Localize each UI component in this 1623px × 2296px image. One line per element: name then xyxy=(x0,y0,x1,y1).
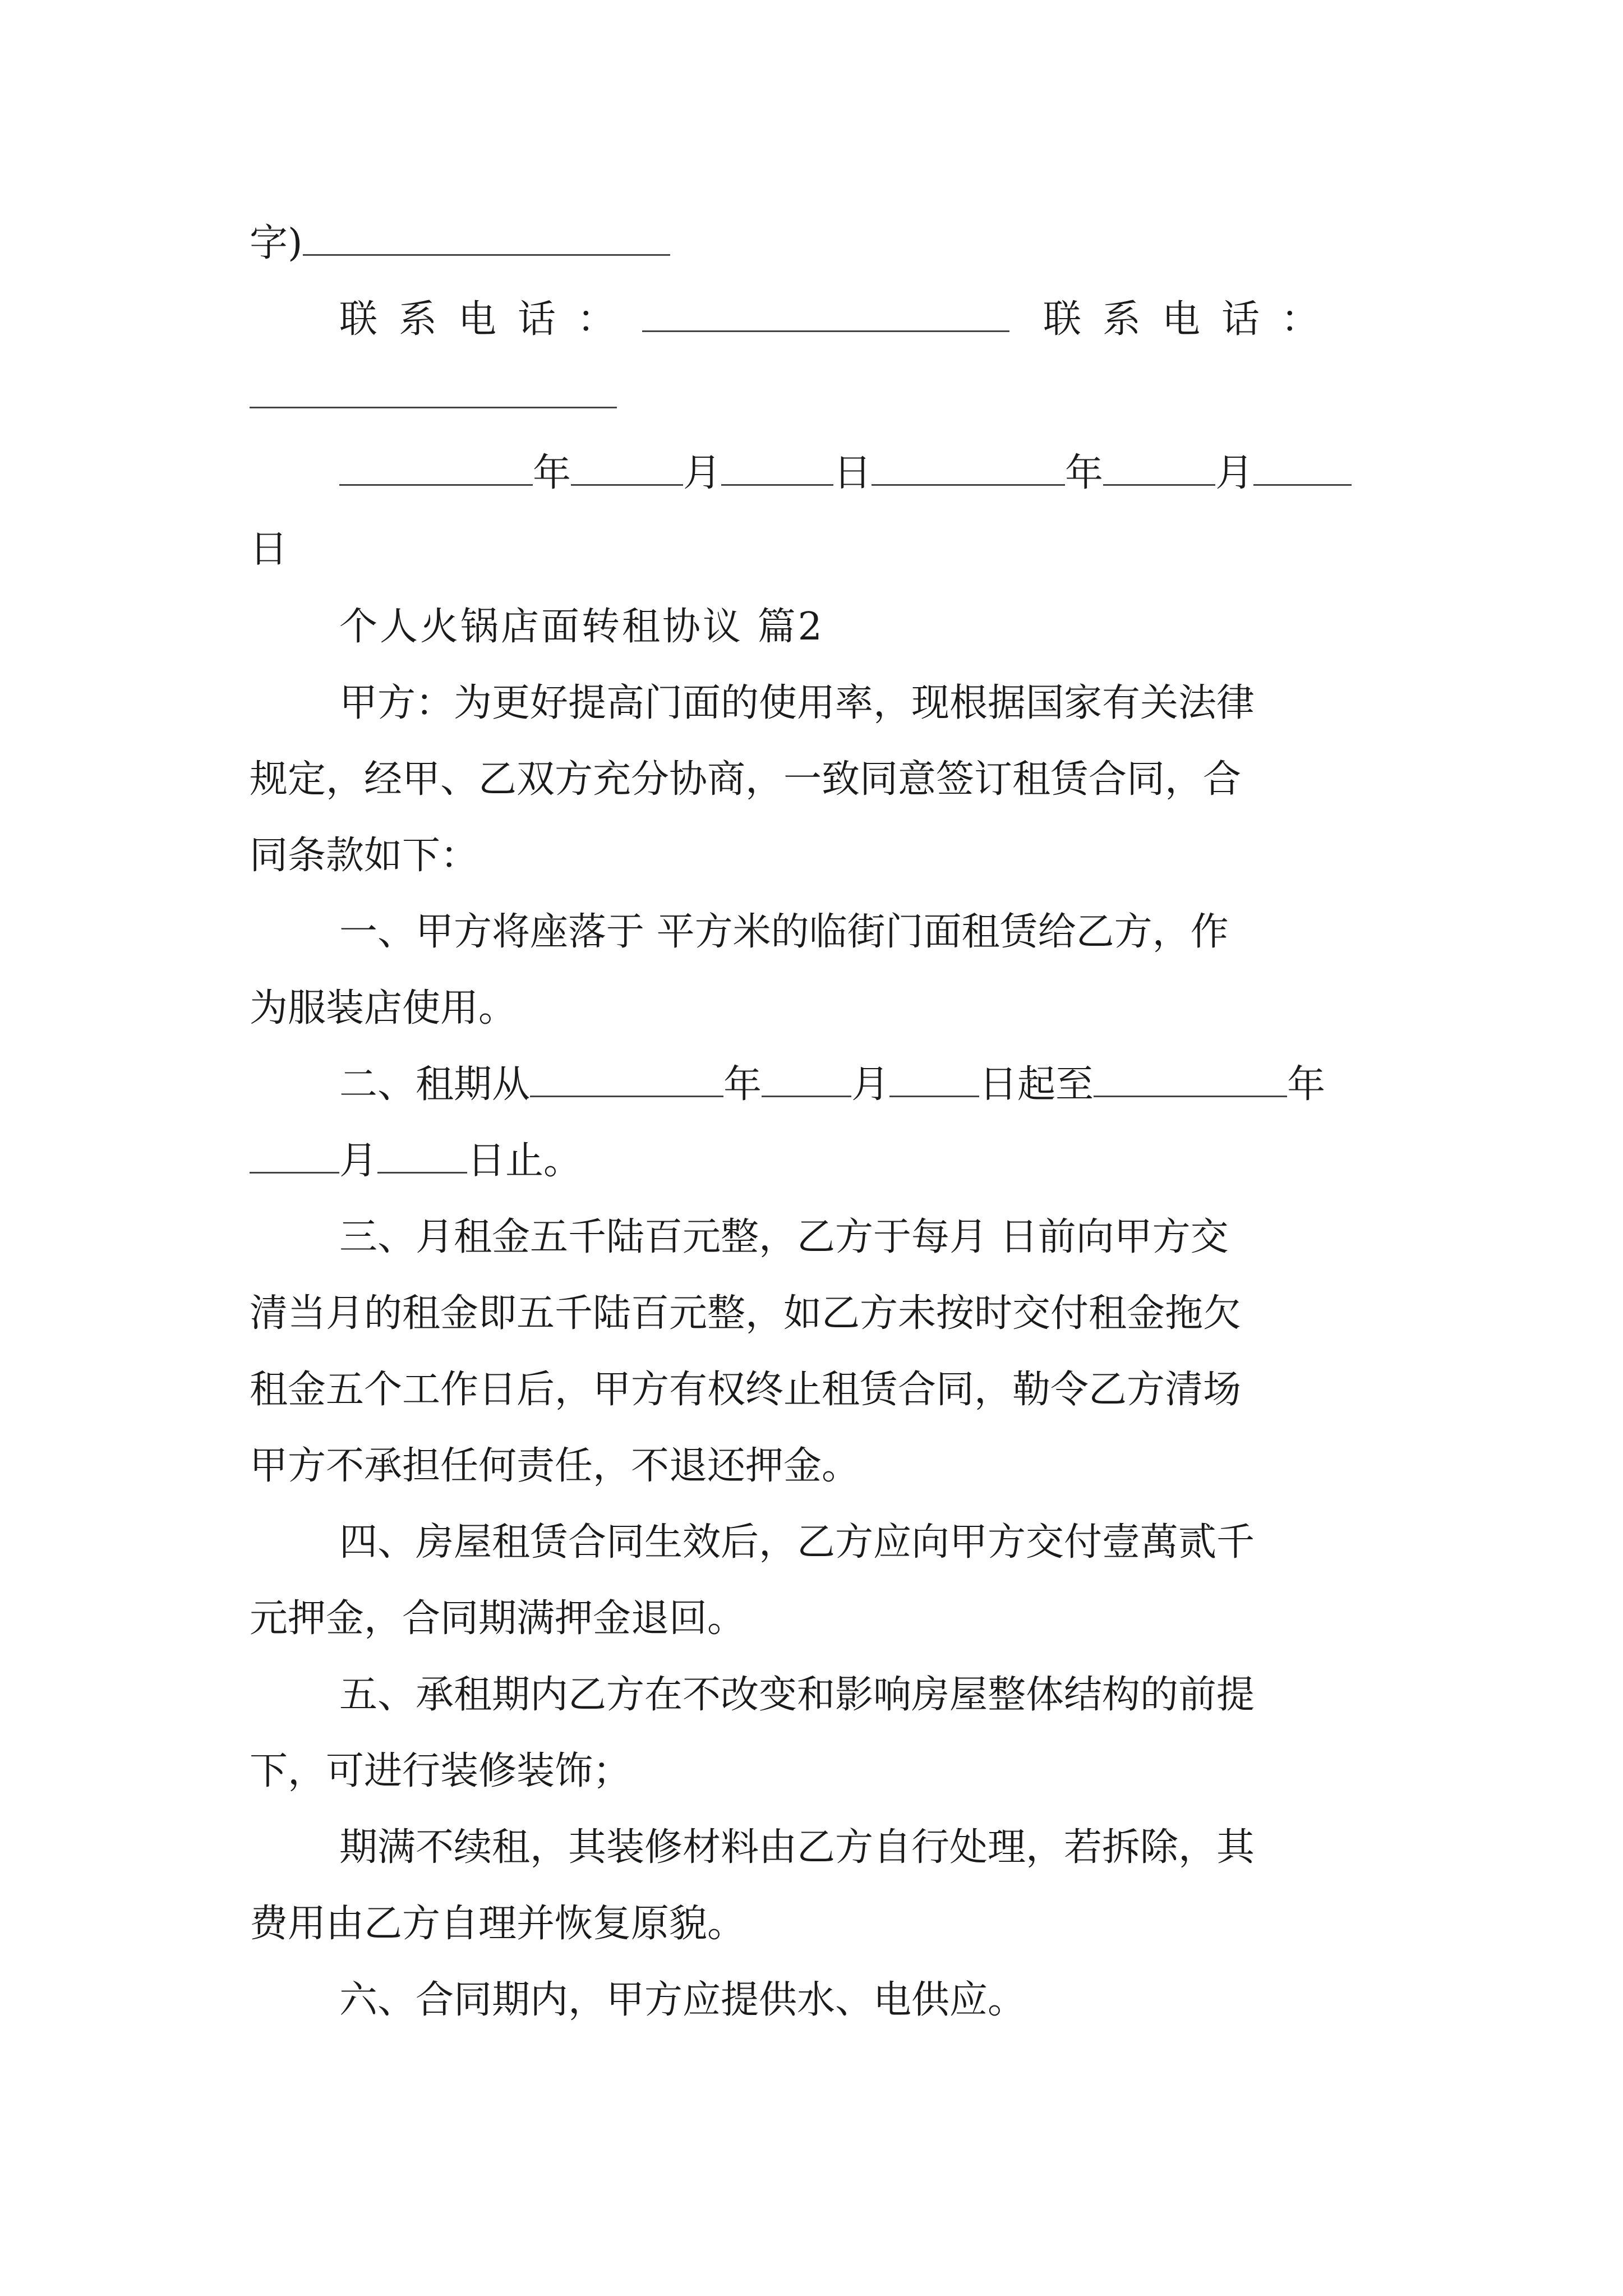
year-blank-a xyxy=(339,445,533,486)
phone-blank-line xyxy=(250,358,1388,434)
paragraph-1-line-1: 甲方：为更好提高门面的使用率，现根据国家有关法律 xyxy=(339,681,1255,725)
lease-start-year-blank xyxy=(530,1056,723,1097)
lease-start-month-label: 月 xyxy=(851,1062,890,1107)
year-label-a: 年 xyxy=(533,451,571,495)
month-blank-a xyxy=(571,445,683,486)
phone-line xyxy=(250,282,1388,358)
lease-start-day-label: 日起至 xyxy=(979,1062,1094,1107)
lease-end-month-label: 月 xyxy=(339,1139,378,1183)
lease-start-year-label: 年 xyxy=(723,1062,762,1107)
clause-5-cont-line-1: 期满不续租，其装修材料由乙方自行处理，若拆除，其 xyxy=(339,1825,1255,1870)
lease-end-month-blank xyxy=(250,1133,339,1174)
clause-2-line-2 xyxy=(250,1123,1388,1199)
clause-3-line-4: 甲方不承担任何责任，不退还押金。 xyxy=(250,1444,860,1488)
lease-term-label: 二、租期从 xyxy=(339,1062,531,1107)
phone-label-party-a: 联系电话： xyxy=(339,297,637,342)
clause-5-cont-line-2: 费用由乙方自理并恢复原貌。 xyxy=(250,1902,746,1946)
signature-blank xyxy=(303,215,670,256)
phone-blank-party-a xyxy=(642,291,1009,332)
day-label-a: 日 xyxy=(833,451,872,495)
lease-start-day-blank xyxy=(889,1056,979,1097)
clause-3-line-1: 三、月租金五千陆百元整，乙方于每月 日前向甲方交 xyxy=(339,1215,1229,1259)
year-blank-b xyxy=(872,445,1065,486)
paragraph-1-line-3: 同条款如下： xyxy=(250,834,479,878)
clause-2-line-1 xyxy=(250,1047,1388,1123)
clause-1-line-1: 一、甲方将座落于 平方米的临街门面租赁给乙方，作 xyxy=(339,910,1229,954)
lease-end-year-label: 年 xyxy=(1287,1062,1326,1107)
phone-blank-party-b xyxy=(250,367,617,408)
signature-line xyxy=(250,205,1388,282)
day-blank-b xyxy=(1253,445,1352,486)
lease-end-year-blank xyxy=(1094,1056,1287,1097)
lease-end-day-blank xyxy=(377,1133,467,1174)
date-line xyxy=(250,435,1388,512)
clause-1-line-2: 为服装店使用。 xyxy=(250,986,517,1030)
month-label-a: 月 xyxy=(683,451,722,495)
clause-3-line-2: 清当月的租金即五千陆百元整，如乙方未按时交付租金拖欠 xyxy=(250,1291,1242,1336)
day-blank-a xyxy=(721,445,833,486)
signature-label-tail: 字) xyxy=(250,221,303,265)
clause-5-line-2: 下，可进行装修装饰； xyxy=(250,1749,631,1793)
month-blank-b xyxy=(1103,445,1215,486)
section-title: 个人火锅店面转租协议 篇2 xyxy=(339,605,824,649)
month-label-b: 月 xyxy=(1215,451,1254,495)
lease-end-day-label: 日止。 xyxy=(467,1139,582,1183)
clause-4-line-2: 元押金，合同期满押金退回。 xyxy=(250,1596,746,1641)
clause-5-line-1: 五、承租期内乙方在不改变和影响房屋整体结构的前提 xyxy=(339,1673,1255,1717)
clause-3-line-3: 租金五个工作日后，甲方有权终止租赁合同，勒令乙方清场 xyxy=(250,1368,1242,1412)
day-label-b: 日 xyxy=(250,527,288,572)
lease-start-month-blank xyxy=(762,1056,851,1097)
clause-6-line-1: 六、合同期内，甲方应提供水、电供应。 xyxy=(339,1978,1026,2022)
date-line-tail xyxy=(250,512,1388,588)
year-label-b: 年 xyxy=(1065,451,1104,495)
phone-label-party-b: 联系电话： xyxy=(1043,297,1341,342)
clause-4-line-1: 四、房屋租赁合同生效后，乙方应向甲方交付壹萬贰千 xyxy=(339,1520,1255,1565)
paragraph-1-line-2: 规定，经甲、乙双方充分协商，一致同意签订租赁合同，合 xyxy=(250,757,1242,802)
